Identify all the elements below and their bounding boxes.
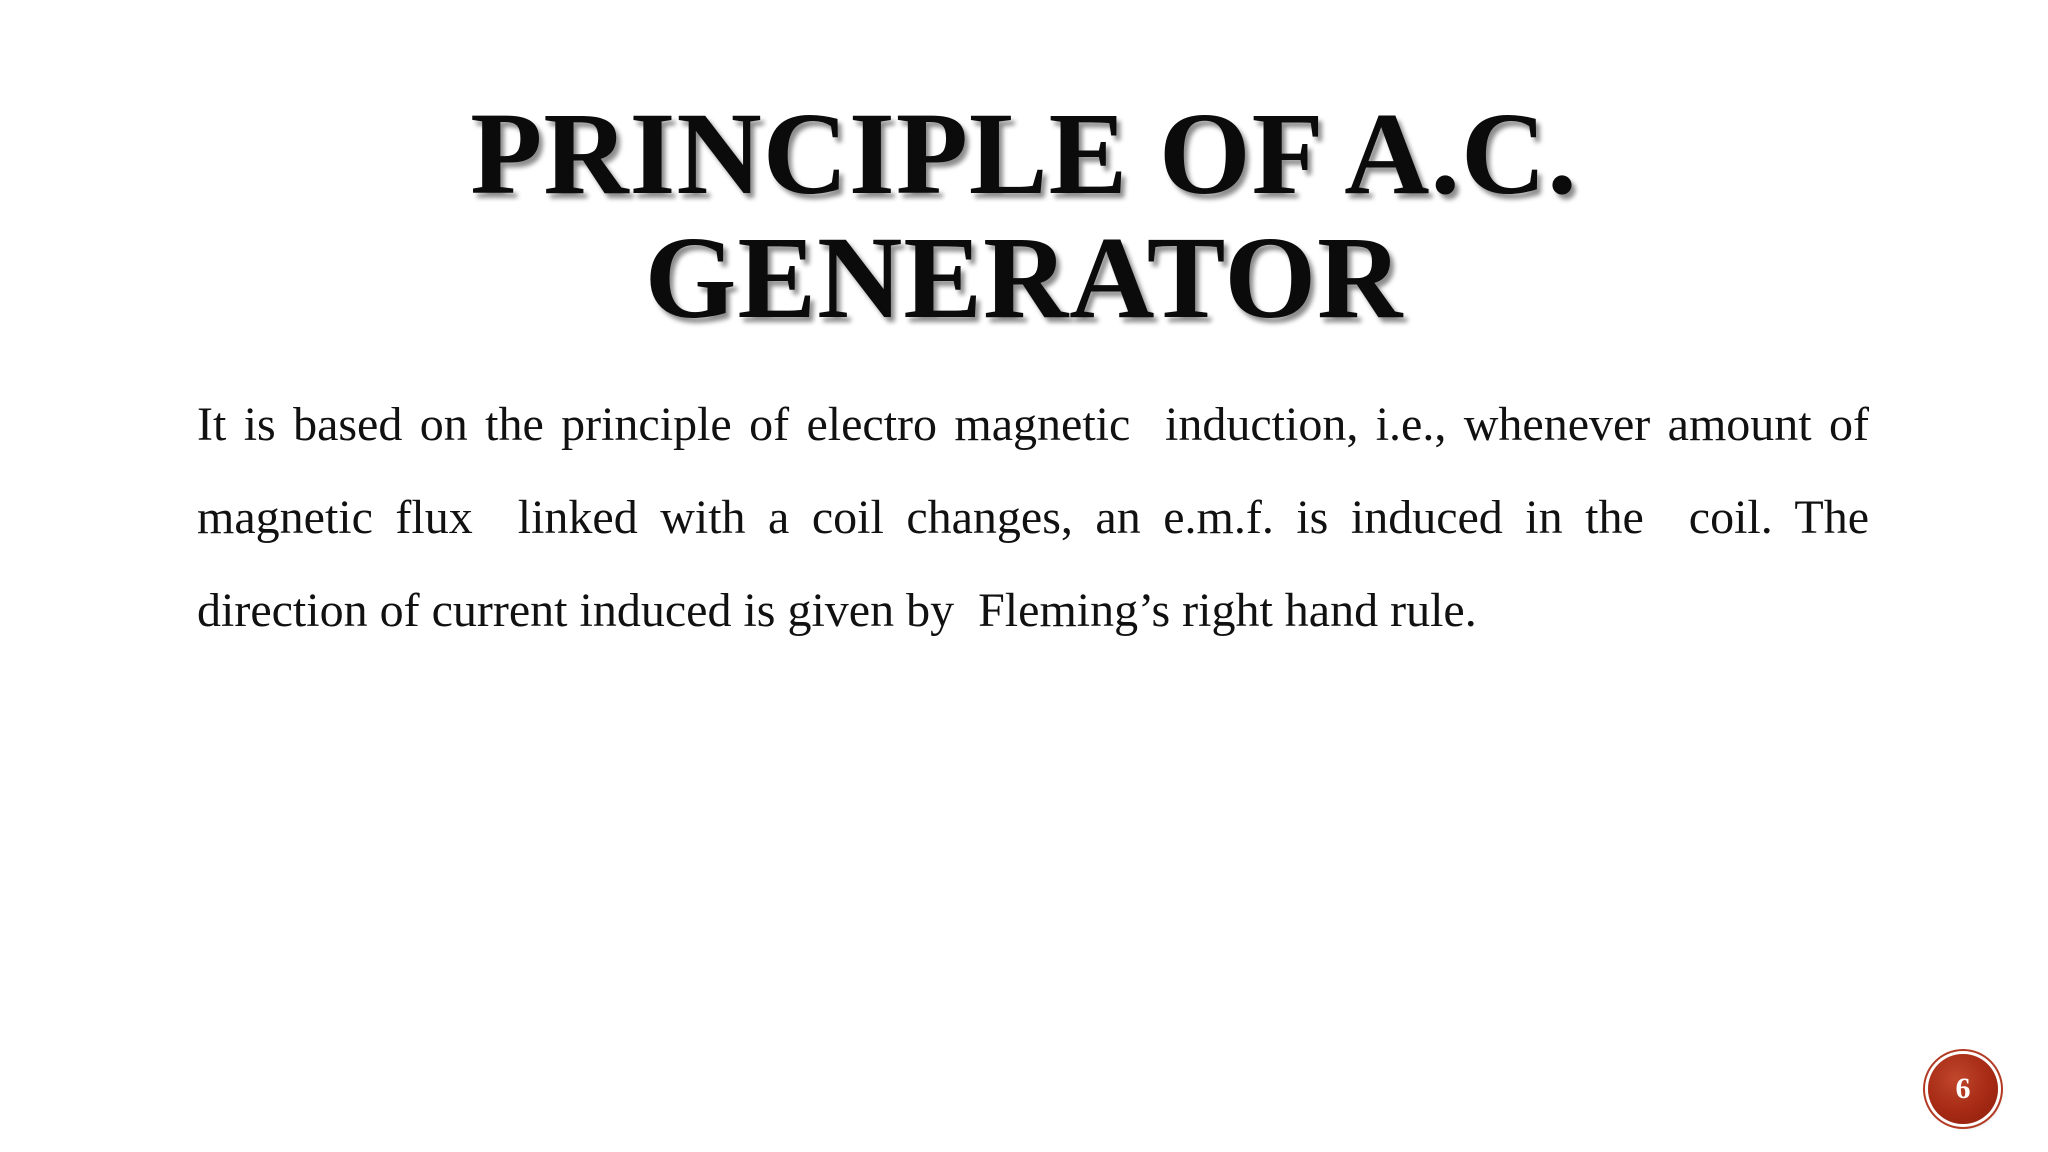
page-number: 6: [1955, 1072, 1971, 1105]
page-number-badge: [1928, 1054, 1998, 1124]
slide-body-text: It is based on the principle of electro magnetic induction, i.e., whenever amount of magnetic flux linked with a coil changes, an e.m.f. is induced in the coil. The direction of current induced is given by Fleming’s right hand rule.: [197, 398, 1881, 637]
slide-title: PRINCIPLE OF A.C. GENERATOR: [470, 88, 1578, 343]
